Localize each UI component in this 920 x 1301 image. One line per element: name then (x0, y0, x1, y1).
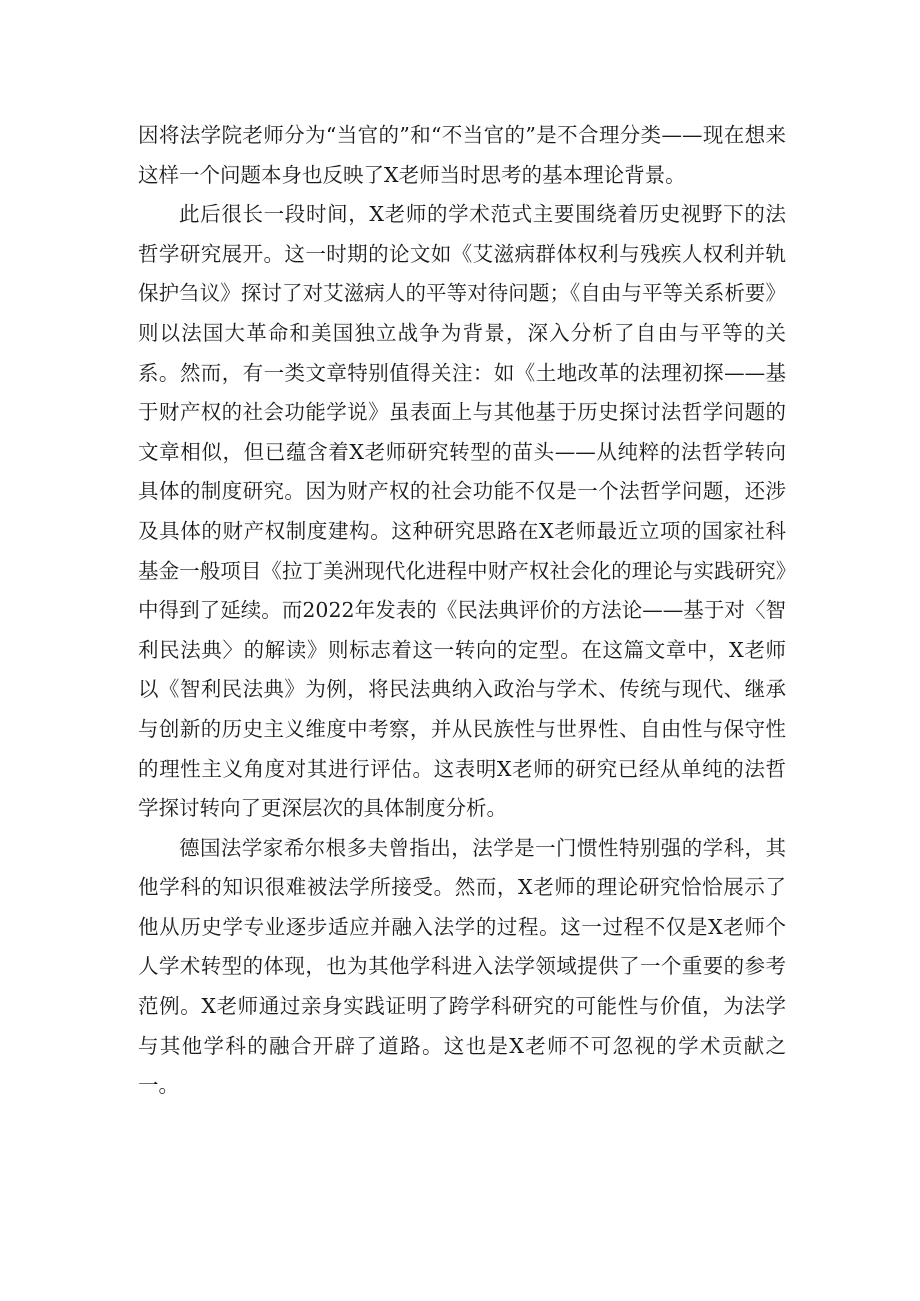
paragraph-interdisciplinary-contribution: 德国法学家希尔根多夫曾指出，法学是一门惯性特别强的学科，其他学科的知识很难被法学所接受。然而，X老师的理论研究恰恰展示了他从历史学专业逐步适应并融入法学的过程。这一过程不仅是X老师个人学术转型的体现，也为其他学科进入法学领域提供了一个重要的参考范例。X老师通过亲身实践证明了跨学科研究的可能性与价值，为法学与其他学科的融合开辟了道路。这也是X老师不可忽视的学术贡献之一。 (138, 835, 786, 1098)
paragraph-continuation: 因将法学院老师分为“当官的”和“不当官的”是不合理分类——现在想来这样一个问题本身也反映了X老师当时思考的基本理论背景。 (138, 123, 786, 187)
paragraph-research-paradigm: 此后很长一段时间，X老师的学术范式主要围绕着历史视野下的法哲学研究展开。这一时期的论文如《艾滋病群体权利与残疾人权利并轨保护刍议》探讨了对艾滋病人的平等对待问题；《自由与平等关系析要》则以法国大革命和美国独立战争为背景，深入分析了自由与平等的关系。然而，有一类文章特别值得关注：如《土地改革的法理初探——基于财产权的社会功能学说》虽表面上与其他基于历史探讨法哲学问题的文章相似，但已蕴含着X老师研究转型的苗头——从纯粹的法哲学转向具体的制度研究。因为财产权的社会功能不仅是一个法哲学问题，还涉及具体的财产权制度建构。这种研究思路在X老师最近立项的国家社科基金一般项目《拉丁美洲现代化进程中财产权社会化的理论与实践研究》中得到了延续。而2022年发表的《民法典评价的方法论——基于对〈智利民法典〉的解读》则标志着这一转向的定型。在这篇文章中，X老师以《智利民法典》为例，将民法典纳入政治与学术、传统与现代、继承与创新的历史主义维度中考察，并从民族性与世界性、自由性与保守性的理性主义角度对其进行评估。这表明X老师的研究已经从单纯的法哲学探讨转向了更深层次的具体制度分析。 (138, 202, 786, 821)
